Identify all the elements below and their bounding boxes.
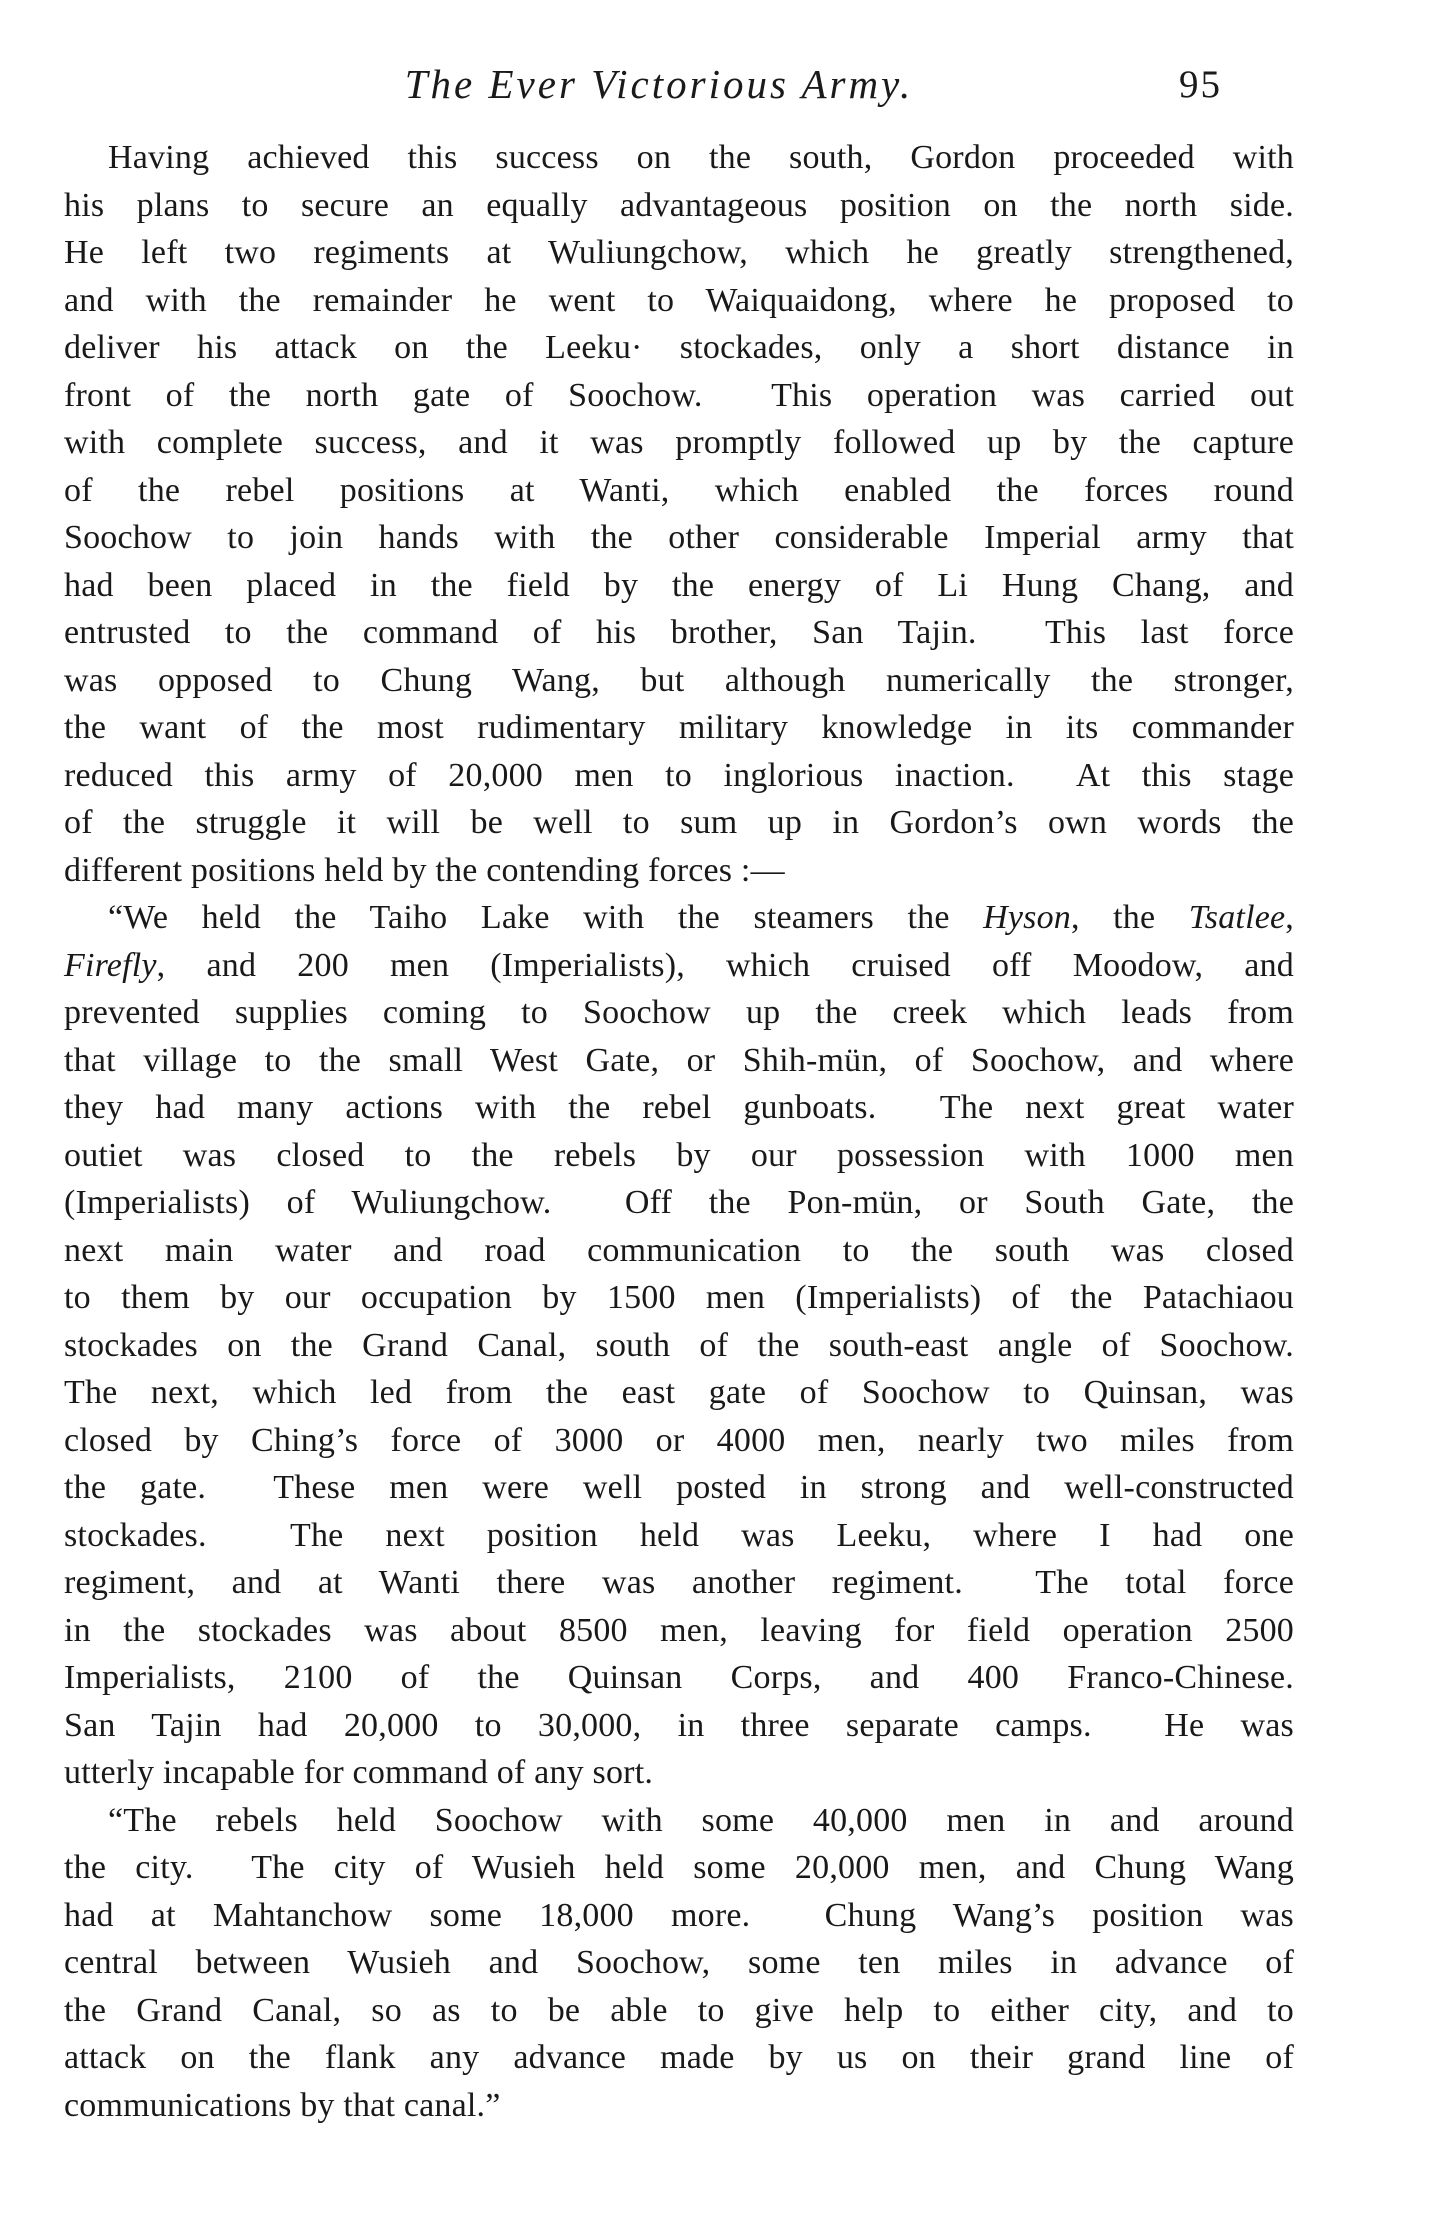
text-line bbox=[64, 1559, 1294, 1607]
text-segment: , and 200 men (Imperialists), which cruised off Moodow, and bbox=[156, 946, 1294, 984]
text-segment: had at Mahtanchow some 18,000 more. Chung Wang’s position was bbox=[64, 1896, 1294, 1934]
text-segment: prevented supplies coming to Soochow up the creek which leads from bbox=[64, 994, 1294, 1031]
text-segment: of the struggle it will be well to sum up in Gordon’s own words the bbox=[64, 804, 1294, 841]
text-line bbox=[64, 1132, 1294, 1180]
text-line bbox=[64, 1844, 1294, 1892]
text-segment: next main water and road communication to the south was closed bbox=[64, 1231, 1294, 1269]
text-segment: reduced this army of 20,000 men to inglorious inaction. At this stage bbox=[64, 756, 1294, 794]
text-segment: , the bbox=[1070, 899, 1189, 936]
text-line bbox=[64, 1179, 1294, 1227]
text-line bbox=[64, 942, 1294, 990]
text-line bbox=[64, 229, 1294, 277]
text-segment: “The rebels held Soochow with some 40,000 men in and around bbox=[108, 1801, 1294, 1839]
text-segment: He left two regiments at Wuliungchow, which he greatly strengthened, bbox=[64, 234, 1294, 271]
text-segment: with complete success, and it was promptly followed up by the capture bbox=[64, 424, 1294, 461]
text-line bbox=[64, 752, 1294, 800]
text-segment: stockades. The next position held was Leeku, where I had one bbox=[64, 1516, 1294, 1554]
text-segment: his plans to secure an equally advantageous position on the north side. bbox=[64, 186, 1294, 224]
text-line bbox=[64, 467, 1294, 515]
text-segment: , bbox=[1285, 899, 1294, 936]
text-line bbox=[64, 799, 1294, 847]
text-segment: Having achieved this success on the south, Gordon proceeded with bbox=[108, 139, 1294, 176]
text-segment: Imperialists, 2100 of the Quinsan Corps, and 400 Franco-Chinese. bbox=[64, 1659, 1294, 1696]
text-line bbox=[64, 277, 1294, 325]
text-segment: communications by that canal.” bbox=[64, 2086, 501, 2124]
text-line bbox=[64, 562, 1294, 610]
text-segment: outiet was closed to the rebels by our possession with 1000 men bbox=[64, 1136, 1294, 1174]
text-segment: central between Wusieh and Soochow, some ten miles in advance of bbox=[64, 1944, 1294, 1981]
text-segment: (Imperialists) of Wuliungchow. Off the Pon-mün, or South Gate, the bbox=[64, 1184, 1294, 1221]
text-line bbox=[64, 989, 1294, 1037]
text-line bbox=[64, 609, 1294, 657]
text-line bbox=[64, 1369, 1294, 1417]
text-line bbox=[64, 1702, 1294, 1750]
text-line bbox=[64, 704, 1294, 752]
text-line bbox=[64, 324, 1294, 372]
text-segment: San Tajin had 20,000 to 30,000, in three separate camps. He was bbox=[64, 1706, 1294, 1744]
text-segment: was opposed to Chung Wang, but although numerically the stronger, bbox=[64, 661, 1294, 699]
text-line bbox=[64, 134, 1294, 182]
text-segment: entrusted to the command of his brother, San Tajin. This last force bbox=[64, 614, 1294, 651]
text-segment: that village to the small West Gate, or Shih-mün, of Soochow, and where bbox=[64, 1041, 1294, 1079]
text-segment: The next, which led from the east gate of Soochow to Quinsan, was bbox=[64, 1374, 1294, 1411]
text-line bbox=[64, 1084, 1294, 1132]
text-segment: “We held the Taiho Lake with the steamers the bbox=[108, 899, 984, 936]
italic-name: Tsatlee bbox=[1188, 899, 1286, 936]
text-segment: to them by our occupation by 1500 men (Imperialists) of the Patachiaou bbox=[64, 1279, 1294, 1316]
text-segment: regiment, and at Wanti there was another regiment. The total force bbox=[64, 1564, 1294, 1601]
text-line bbox=[64, 1607, 1294, 1655]
text-line bbox=[64, 1417, 1294, 1465]
page-body bbox=[64, 134, 1294, 2129]
running-header bbox=[64, 60, 1294, 120]
text-line bbox=[64, 1987, 1294, 2035]
text-line bbox=[64, 1797, 1294, 1845]
text-segment: utterly incapable for command of any sort. bbox=[64, 1754, 654, 1791]
italic-name: Firefly bbox=[64, 946, 157, 984]
text-line bbox=[64, 2082, 1294, 2130]
text-line bbox=[64, 657, 1294, 705]
page-number: 95 bbox=[1179, 63, 1222, 106]
text-segment: attack on the flank any advance made by us on their grand line of bbox=[64, 2039, 1294, 2076]
text-line bbox=[64, 1322, 1294, 1370]
text-segment: different positions held by the contending forces :— bbox=[64, 851, 785, 889]
text-line bbox=[64, 182, 1294, 230]
text-line bbox=[64, 2034, 1294, 2082]
text-line bbox=[64, 1037, 1294, 1085]
text-line bbox=[64, 1512, 1294, 1560]
italic-name: Hyson bbox=[983, 899, 1071, 936]
page-title: The Ever Victorious Army. bbox=[404, 61, 914, 107]
text-segment: the Grand Canal, so as to be able to give help to either city, and to bbox=[64, 1991, 1294, 2029]
text-line bbox=[64, 1892, 1294, 1940]
text-line bbox=[64, 514, 1294, 562]
text-segment: had been placed in the field by the energy of Li Hung Chang, and bbox=[64, 566, 1294, 604]
text-segment: in the stockades was about 8500 men, leaving for field operation 2500 bbox=[64, 1611, 1294, 1649]
text-segment: Soochow to join hands with the other considerable Imperial army that bbox=[64, 519, 1294, 556]
text-segment: the city. The city of Wusieh held some 20,000 men, and Chung Wang bbox=[64, 1849, 1294, 1886]
text-segment: of the rebel positions at Wanti, which enabled the forces round bbox=[64, 471, 1294, 509]
text-line bbox=[64, 419, 1294, 467]
text-segment: front of the north gate of Soochow. This operation was carried out bbox=[64, 376, 1294, 414]
paragraph bbox=[64, 894, 1294, 1797]
text-line bbox=[64, 1274, 1294, 1322]
text-line bbox=[64, 847, 1294, 895]
text-line bbox=[64, 372, 1294, 420]
text-line bbox=[64, 1464, 1294, 1512]
text-segment: the want of the most rudimentary military knowledge in its commander bbox=[64, 709, 1294, 746]
text-line bbox=[64, 1939, 1294, 1987]
text-line bbox=[64, 894, 1294, 942]
text-segment: the gate. These men were well posted in strong and well-constructed bbox=[64, 1469, 1294, 1506]
text-segment: deliver his attack on the Leeku· stockades, only a short distance in bbox=[64, 329, 1294, 366]
paragraph bbox=[64, 134, 1294, 894]
text-segment: closed by Ching’s force of 3000 or 4000 men, nearly two miles from bbox=[64, 1421, 1294, 1459]
text-segment: and with the remainder he went to Waiquaidong, where he proposed to bbox=[64, 281, 1294, 319]
text-line bbox=[64, 1654, 1294, 1702]
text-segment: they had many actions with the rebel gunboats. The next great water bbox=[64, 1089, 1294, 1126]
paragraph bbox=[64, 1797, 1294, 2130]
text-line bbox=[64, 1227, 1294, 1275]
text-segment: stockades on the Grand Canal, south of the south-east angle of Soochow. bbox=[64, 1326, 1294, 1364]
text-line bbox=[64, 1749, 1294, 1797]
